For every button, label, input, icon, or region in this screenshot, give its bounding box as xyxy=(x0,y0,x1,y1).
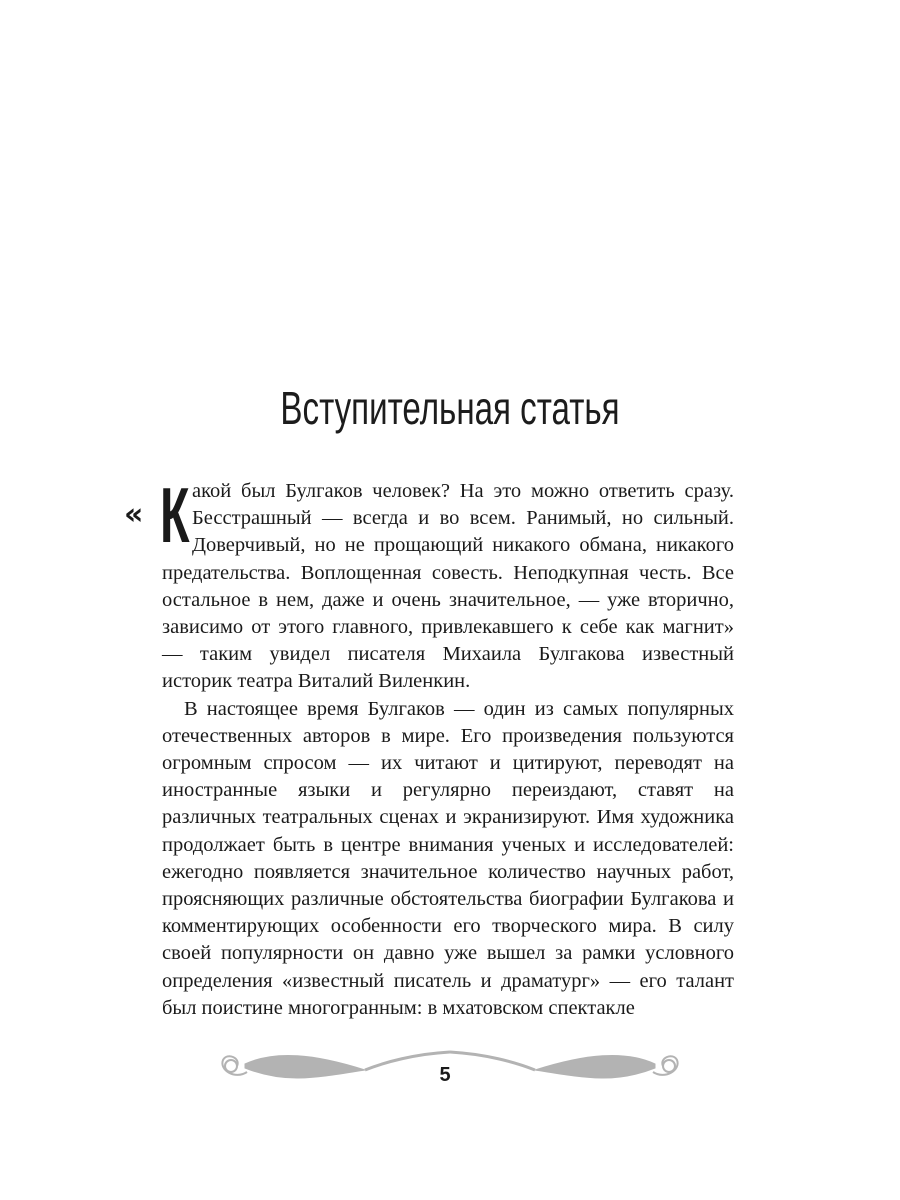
page-number: 5 xyxy=(439,1064,451,1086)
first-paragraph xyxy=(124,471,734,696)
drop-cap-letter: К xyxy=(160,471,190,559)
second-paragraph: В настоящее время Булгаков — один из самых популярных отечественных авторов в мире. Его произведения пользуются огромным спросом — их читают и цитируют, переводят на иностранные языки и регулярно переиздают, ставят на различных театральных сценах и экранизируют. Имя художника продолжает быть в центре внимания ученых и исследователей: ежегодно появляется значительное количество научных работ, проясняющих различные обстоятельства биографии Булгакова и комментирующих особенности его творческого мира. В силу своей популярности он давно уже вышел за рамки условного определения «известный писатель и драматург» — его талант был поистине многогранным: в мхатовском спектакле xyxy=(162,697,734,1019)
article-body xyxy=(124,471,734,1022)
opening-quote-mark: « xyxy=(124,497,144,532)
first-paragraph-text: акой был Булгаков человек? На это можно ответить сразу. Бесстрашный — всегда и во всем. Ранимый, но сильный. Доверчивый, но не прощающий никакого обмана, никакого предательства. Воплощенная совесть. Неподкупная честь. Все остальное в нем, даже и очень значительное, — уже вторично, зависимо от этого главного, привлекавшего к себе как магнит» — таким увидел писателя Михаила Булгакова известный историк театра Виталий Виленкин. xyxy=(162,480,734,693)
chapter-title: Вступительная статья xyxy=(280,382,620,434)
